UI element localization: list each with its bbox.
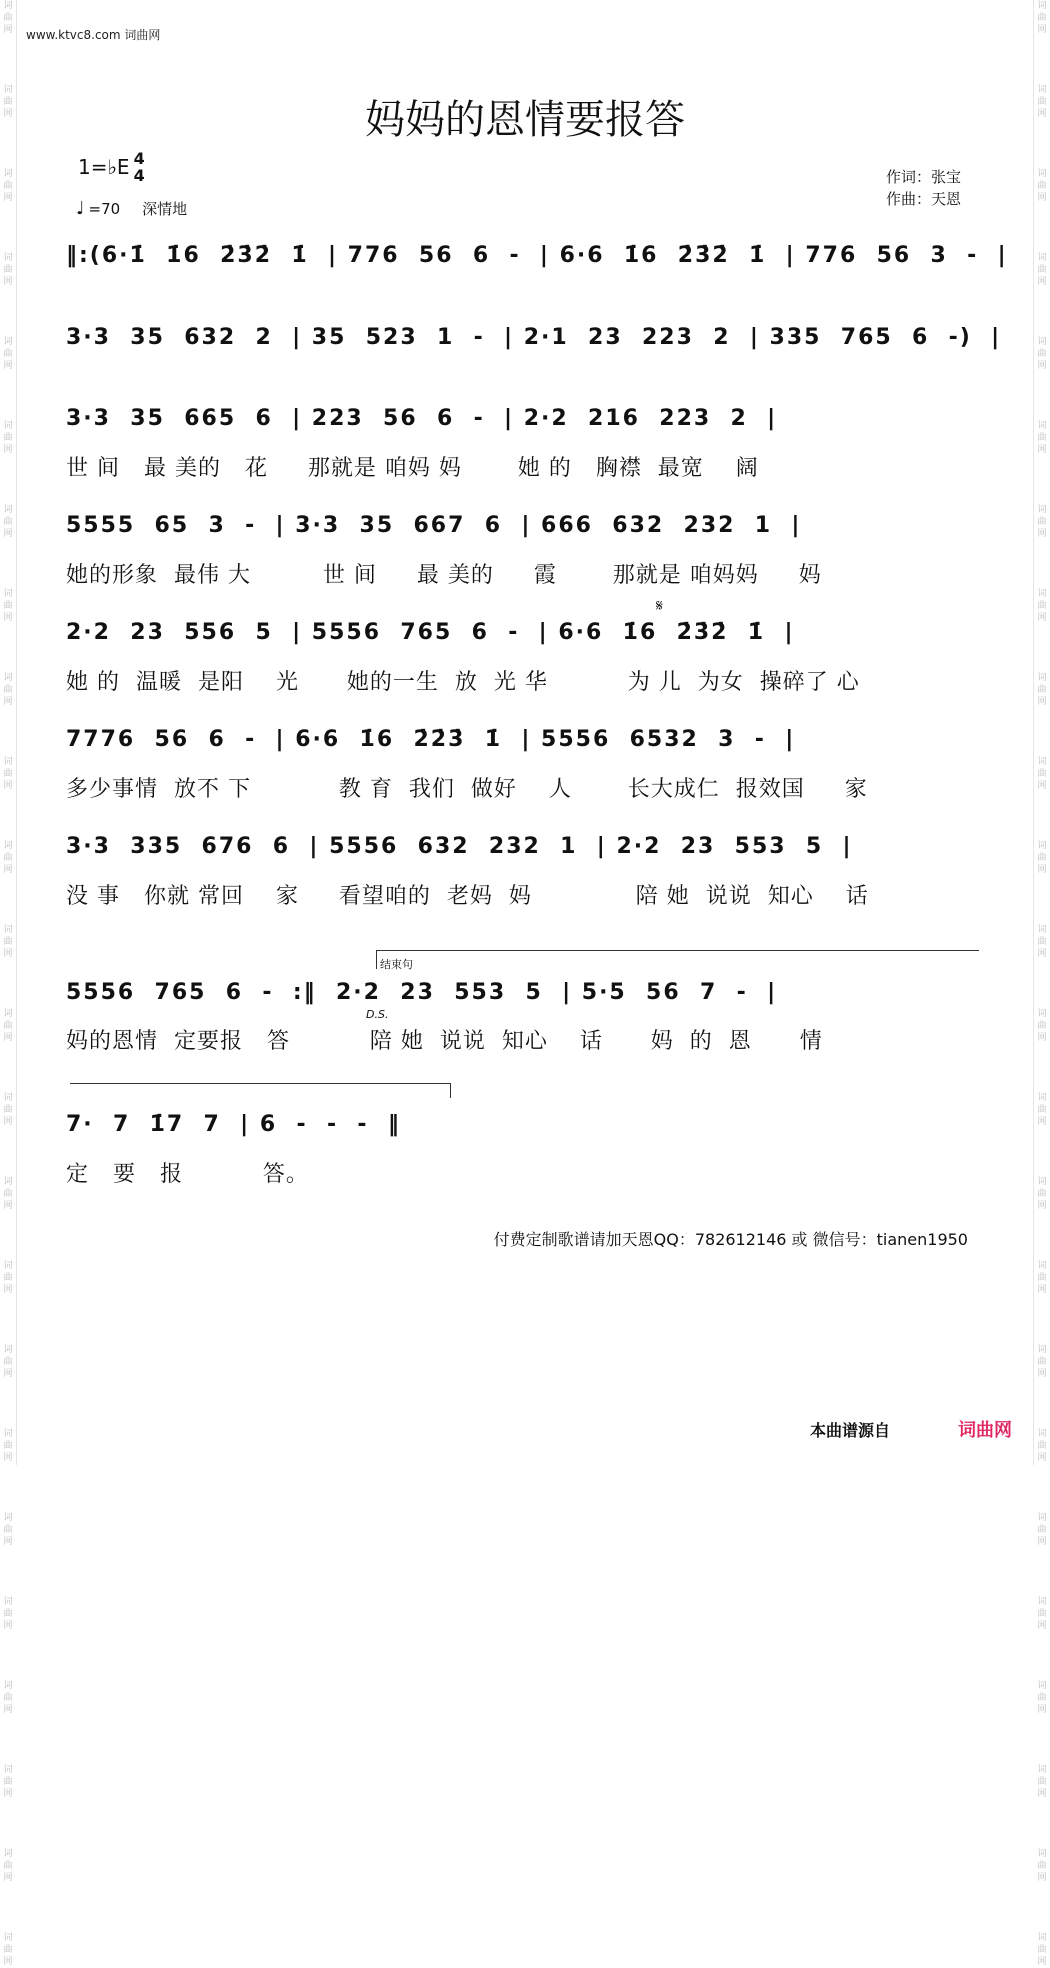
edge-watermark-text: 词曲网 xyxy=(3,1681,13,1715)
song-title: 妈妈的恩情要报答 xyxy=(365,97,685,143)
edge-watermark-text: 词曲网 xyxy=(1037,1009,1047,1043)
edge-watermark-text: 词曲网 xyxy=(1037,1849,1047,1883)
edge-watermark-text: 词曲网 xyxy=(3,673,13,707)
left-watermark-strip xyxy=(0,0,17,1967)
edge-watermark-text: 词曲网 xyxy=(3,1765,13,1799)
edge-watermark-text: 词曲网 xyxy=(1037,1765,1047,1799)
time-bottom: 4 xyxy=(133,166,145,185)
key-label: 1=♭E xyxy=(78,155,130,179)
lyric-row-6: 多少事情 放不 下 教 育 我们 做好 人 长大成仁 报效国 家 xyxy=(66,777,868,802)
music-row-5: 2·2 23 556 5 | 5556 765 6 - | 6·6 1̇6 2̇3̇2̇ 1̇ | xyxy=(66,620,795,645)
edge-watermark-text: 词曲网 xyxy=(3,1,13,35)
lyric-row-5: 她 的 温暖 是阳 光 她的一生 放 光 华 为 儿 为女 操碎了 心 xyxy=(66,670,860,695)
music-row-2: 3·3 35 632 2 | 35 523 1 - | 2·1 23 223 2 | 335 765 6 -) | xyxy=(66,325,1002,350)
lyric-row-4: 她的形象 最伟 大 世 间 最 美的 霞 那就是 咱妈妈 妈 xyxy=(66,563,822,588)
tempo-value: =70 xyxy=(88,199,121,218)
edge-watermark-text: 词曲网 xyxy=(3,1429,13,1463)
source-brand-link[interactable]: 词曲网 xyxy=(958,1420,1012,1441)
edge-watermark-text: 词曲网 xyxy=(1037,925,1047,959)
lyric-row-7: 没 事 你就 常回 家 看望咱的 老妈 妈 陪 她 说说 知心 话 xyxy=(66,884,869,909)
edge-watermark-text: 词曲网 xyxy=(1037,421,1047,455)
music-row-7: 3·3 335 676 6 | 5556 632 232 1 | 2·2 23 553 5 | xyxy=(66,834,853,859)
site-url: www.ktvc8.com 词曲网 xyxy=(26,28,161,42)
time-top: 4 xyxy=(133,149,145,168)
ending-bracket-continued xyxy=(70,1083,451,1098)
quarter-note-icon: ♩ xyxy=(76,198,85,219)
edge-watermark-text: 词曲网 xyxy=(1037,1261,1047,1295)
ending-label: 结束句 xyxy=(380,958,413,971)
edge-watermark-text: 词曲网 xyxy=(1037,1597,1047,1631)
ending-bracket xyxy=(376,950,979,969)
edge-watermark-text: 词曲网 xyxy=(3,1345,13,1379)
lyricist: 作词：张宝 xyxy=(886,168,962,186)
edge-watermark-text: 词曲网 xyxy=(1037,757,1047,791)
key-signature xyxy=(78,150,145,184)
edge-watermark-text: 词曲网 xyxy=(3,1177,13,1211)
edge-watermark-text: 词曲网 xyxy=(1037,1093,1047,1127)
edge-watermark-text: 词曲网 xyxy=(3,1933,13,1967)
music-row-9: 7· 7 1̇7 7 | 6 - - - ‖ xyxy=(66,1112,401,1137)
time-signature xyxy=(134,150,145,184)
right-watermark-strip xyxy=(1033,0,1050,1967)
edge-watermark-text: 词曲网 xyxy=(3,1849,13,1883)
edge-watermark-text: 词曲网 xyxy=(1037,253,1047,287)
ds-marking: D.S. xyxy=(366,1008,389,1021)
edge-watermark-text: 词曲网 xyxy=(3,589,13,623)
lyric-row-3: 世 间 最 美的 花 那就是 咱妈 妈 她 的 胸襟 最宽 阔 xyxy=(66,456,759,481)
edge-watermark-text: 词曲网 xyxy=(3,253,13,287)
credits xyxy=(886,166,961,210)
music-row-6: 7776 56 6 - | 6·6 1̇6 2̇2̇3̇ 1̇ | 5556 6532 3 - | xyxy=(66,727,796,752)
lyric-row-8: 妈的恩情 定要报 答 陪 她 说说 知心 话 妈 的 恩 情 xyxy=(66,1029,823,1054)
segno-sign: 𝄋 xyxy=(656,596,663,615)
music-row-8: 5556 765 6 - :‖ 2·2 23 553 5 | 5·5 56 7 - | xyxy=(66,980,778,1005)
edge-watermark-text: 词曲网 xyxy=(1037,589,1047,623)
edge-watermark-text: 词曲网 xyxy=(3,1009,13,1043)
edge-watermark-text: 词曲网 xyxy=(3,85,13,119)
edge-watermark-text: 词曲网 xyxy=(1037,85,1047,119)
edge-watermark-text: 词曲网 xyxy=(1037,1513,1047,1547)
edge-watermark-text: 词曲网 xyxy=(3,421,13,455)
edge-watermark-text: 词曲网 xyxy=(1037,1177,1047,1211)
edge-watermark-text: 词曲网 xyxy=(1037,337,1047,371)
music-row-4: 5555 65 3 - | 3·3 35 667 6 | 666 632 232 1 | xyxy=(66,513,802,538)
edge-watermark-text: 词曲网 xyxy=(1037,1,1047,35)
expression-mark: 深情地 xyxy=(142,200,188,218)
edge-watermark-text: 词曲网 xyxy=(1037,841,1047,875)
edge-watermark-text: 词曲网 xyxy=(3,169,13,203)
edge-watermark-text: 词曲网 xyxy=(3,1093,13,1127)
edge-watermark-text: 词曲网 xyxy=(3,841,13,875)
edge-watermark-text: 词曲网 xyxy=(3,757,13,791)
edge-watermark-text: 词曲网 xyxy=(3,925,13,959)
edge-watermark-text: 词曲网 xyxy=(3,337,13,371)
edge-watermark-text: 词曲网 xyxy=(3,1597,13,1631)
edge-watermark-text: 词曲网 xyxy=(3,1513,13,1547)
edge-watermark-text: 词曲网 xyxy=(1037,1933,1047,1967)
edge-watermark-text: 词曲网 xyxy=(1037,169,1047,203)
composer: 作曲：天恩 xyxy=(886,190,962,208)
source-label: 本曲谱源自 xyxy=(810,1421,891,1440)
edge-watermark-text: 词曲网 xyxy=(1037,1429,1047,1463)
music-row-1: ‖:(6·1̇ 1̇6 2̇3̇2̇ 1̇ | 776 56 6 - | 6·6 1̇6 2̇3̇2̇ 1̇ | 776 56 3 - | xyxy=(66,243,1008,268)
custom-order-note: 付费定制歌谱请加天恩QQ：782612146 或 微信号：tianen1950 xyxy=(493,1230,968,1249)
edge-watermark-text: 词曲网 xyxy=(3,1261,13,1295)
music-row-3: 3·3 35 665 6 | 223 56 6 - | 2·2 216 223 2 | xyxy=(66,406,778,431)
edge-watermark-text: 词曲网 xyxy=(1037,1345,1047,1379)
lyric-row-9: 定 要 报 答。 xyxy=(66,1162,309,1187)
edge-watermark-text: 词曲网 xyxy=(1037,505,1047,539)
edge-watermark-text: 词曲网 xyxy=(1037,673,1047,707)
edge-watermark-text: 词曲网 xyxy=(1037,1681,1047,1715)
tempo-marking xyxy=(76,198,187,219)
edge-watermark-text: 词曲网 xyxy=(3,505,13,539)
